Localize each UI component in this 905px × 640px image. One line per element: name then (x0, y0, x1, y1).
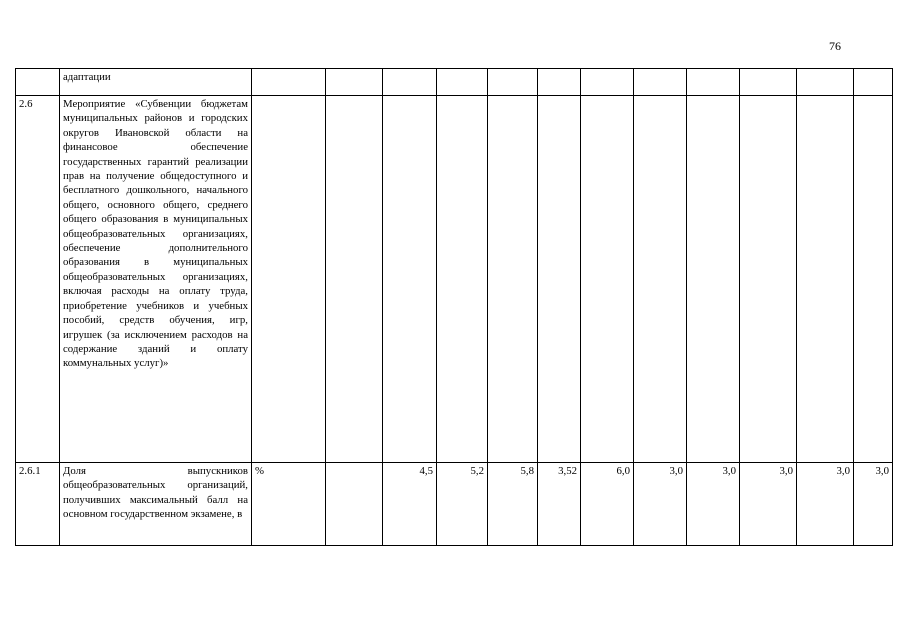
value-cell: 3,0 (634, 463, 687, 546)
row-unit (252, 96, 326, 463)
value-cell (383, 69, 437, 96)
value-cell (581, 69, 634, 96)
value-cell (488, 69, 538, 96)
value-cell: 3,52 (538, 463, 581, 546)
value-cell: 3,0 (797, 463, 854, 546)
value-cell (326, 69, 383, 96)
value-cell (634, 96, 687, 463)
value-cell (854, 96, 893, 463)
value-cell: 5,8 (488, 463, 538, 546)
row-description: Доля выпускников общеобразовательных организаций, получивших максимальный балл на основном государственном экзамене, в (60, 463, 252, 546)
row-number (16, 69, 60, 96)
value-cell (437, 96, 488, 463)
table-row (16, 96, 893, 463)
value-cell: 3,0 (740, 463, 797, 546)
value-cell (581, 96, 634, 463)
page-number: 76 (829, 39, 841, 53)
value-cell (383, 96, 437, 463)
table-row (16, 463, 893, 546)
table-row (16, 69, 893, 96)
indicator-table (15, 68, 893, 546)
row-number: 2.6.1 (16, 463, 60, 546)
value-cell: 4,5 (383, 463, 437, 546)
value-cell (854, 69, 893, 96)
value-cell: 6,0 (581, 463, 634, 546)
value-cell (326, 463, 383, 546)
row-number: 2.6 (16, 96, 60, 463)
row-unit: % (252, 463, 326, 546)
value-cell (326, 96, 383, 463)
value-cell (538, 69, 581, 96)
row-description: Мероприятие «Субвенции бюджетам муниципальных районов и городских округов Ивановской области на финансовое обеспечение государственных гарантий реализации прав на получение общедоступного и бесплатного дошкольного, начального общего, основного общего, среднего общего образования в муниципальных общеобразовательных организациях, обеспечение дополнительного образования в муниципальных общеобразовательных организациях, включая расходы на оплату труда, приобретение учебников и учебных пособий, средств обучения, игр, игрушек (за исключением расходов на содержание зданий и оплату коммунальных услуг)» (60, 96, 252, 463)
value-cell (538, 96, 581, 463)
value-cell: 3,0 (854, 463, 893, 546)
value-cell (740, 69, 797, 96)
value-cell: 3,0 (687, 463, 740, 546)
value-cell (797, 69, 854, 96)
value-cell (687, 96, 740, 463)
value-cell (740, 96, 797, 463)
value-cell (797, 96, 854, 463)
row-unit (252, 69, 326, 96)
value-cell (634, 69, 687, 96)
row-description: адаптации (60, 69, 252, 96)
value-cell (437, 69, 488, 96)
value-cell (488, 96, 538, 463)
value-cell: 5,2 (437, 463, 488, 546)
value-cell (687, 69, 740, 96)
